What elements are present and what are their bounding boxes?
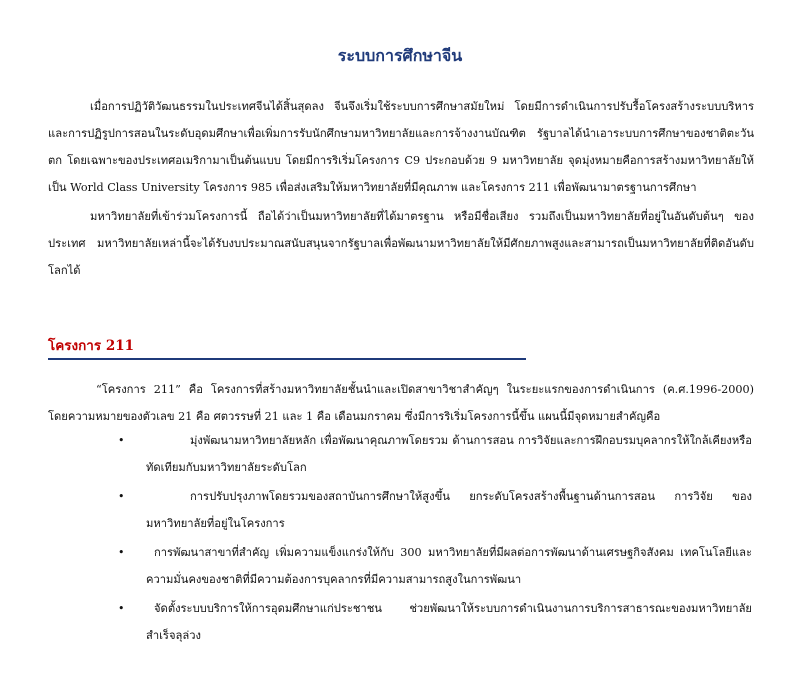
bullet-icon: •: [118, 602, 125, 615]
list-item: [0, 427, 800, 483]
bullet-icon: •: [118, 434, 125, 447]
bullet-icon: •: [118, 490, 125, 503]
intro-paragraph-2: มหาวิทยาลัยที่เข้าร่วมโครงการนี้ ถือได้ว่าเป็นมหาวิทยาลัยที่ได้มาตรฐาน หรือมีชื่อเสียง รวมถึงเป็นมหาวิทยาลัยที่อยู่ในอันดับต้นๆ ของประเทศ มหาวิทยาลัยเหล่านี้จะได้รับงบประมาณสนับสนุนจากรัฐบาลเพื่อพัฒนามหาวิทยาลัยให้มีศักยภาพสูงและสามารถเป็นมหาวิทยาลัยที่ติดอันดับโลกได้: [48, 210, 754, 277]
project-211-intro-paragraph: “โครงการ 211” คือ โครงการที่สร้างมหาวิทยาลัยชั้นนำและเปิดสาขาวิชาสำคัญๆ ในระยะแรกของการดำเนินการ (ค.ศ.1996-2000) โดยความหมายของตัวเลข 21 คือ ศตวรรษที่ 21 และ 1 คือ เดือนมกราคม ซึ่งมีการริเริ่มโครงการนี้ขึ้น แผนนี้มีจุดหมายสำคัญคือ: [48, 383, 754, 423]
list-item-text: จัดตั้งระบบบริการให้การอุดมศึกษาแก่ประชาชน ช่วยพัฒนาให้ระบบการดำเนินงานการบริการสาธารณะของมหาวิทยาลัยสำเร็จลุล่วง: [146, 602, 752, 642]
intro-paragraph-1: เมื่อการปฏิวัติวัฒนธรรมในประเทศจีนได้สิ้นสุดลง จีนจึงเริ่มใช้ระบบการศึกษาสมัยใหม่ โดยมีการดำเนินการปรับรื้อโครงสร้างระบบบริหารและการปฏิรูปการสอนในระดับอุดมศึกษาเพื่อเพิ่มการรับนักศึกษามหาวิทยาลัยและการจ้างงานบัณฑิต รัฐบาลได้นำเอาระบบการศึกษาของชาติตะวันตก โดยเฉพาะของประเทศอเมริกามาเป็นต้นแบบ โดยมีการริเริ่มโครงการ C9 ประกอบด้วย 9 มหาวิทยาลัย จุดมุ่งหมายคือการสร้างมหาวิทยาลัยให้เป็น World Class University โครงการ 985 เพื่อส่งเสริมให้มหาวิทยาลัยที่มีคุณภาพ และโครงการ 211 เพื่อพัฒนามาตรฐานการศึกษา: [48, 100, 754, 194]
list-item: [0, 539, 800, 595]
section-divider: [48, 358, 526, 360]
section-heading-project-211: โครงการ 211: [48, 338, 135, 354]
list-item: [0, 483, 800, 539]
bullet-icon: •: [118, 546, 125, 559]
list-item: [0, 595, 800, 651]
list-item-text: การปรับปรุงภาพโดยรวมของสถาบันการศึกษาให้สูงขึ้น ยกระดับโครงสร้างพื้นฐานด้านการสอน การวิจัย ของมหาวิทยาลัยที่อยู่ในโครงการ: [146, 490, 752, 530]
project-211-goals-list: [0, 427, 800, 651]
list-item-text: การพัฒนาสาขาที่สำคัญ เพิ่มความแข็งแกร่งให้กับ 300 มหาวิทยาลัยที่มีผลต่อการพัฒนาด้านเศรษฐกิจสังคม เทคโนโลยีและความมั่นคงของชาติที่มีความต้องการบุคลากรที่มีความสามารถสูงในการพัฒนา: [146, 546, 752, 586]
list-item-text: มุ่งพัฒนามหาวิทยาลัยหลัก เพื่อพัฒนาคุณภาพโดยรวม ด้านการสอน การวิจัยและการฝึกอบรมบุคลากรให้ใกล้เคียงหรือทัดเทียมกับมหาวิทยาลัยระดับโลก: [146, 434, 752, 474]
page-title: ระบบการศึกษาจีน: [337, 46, 463, 65]
